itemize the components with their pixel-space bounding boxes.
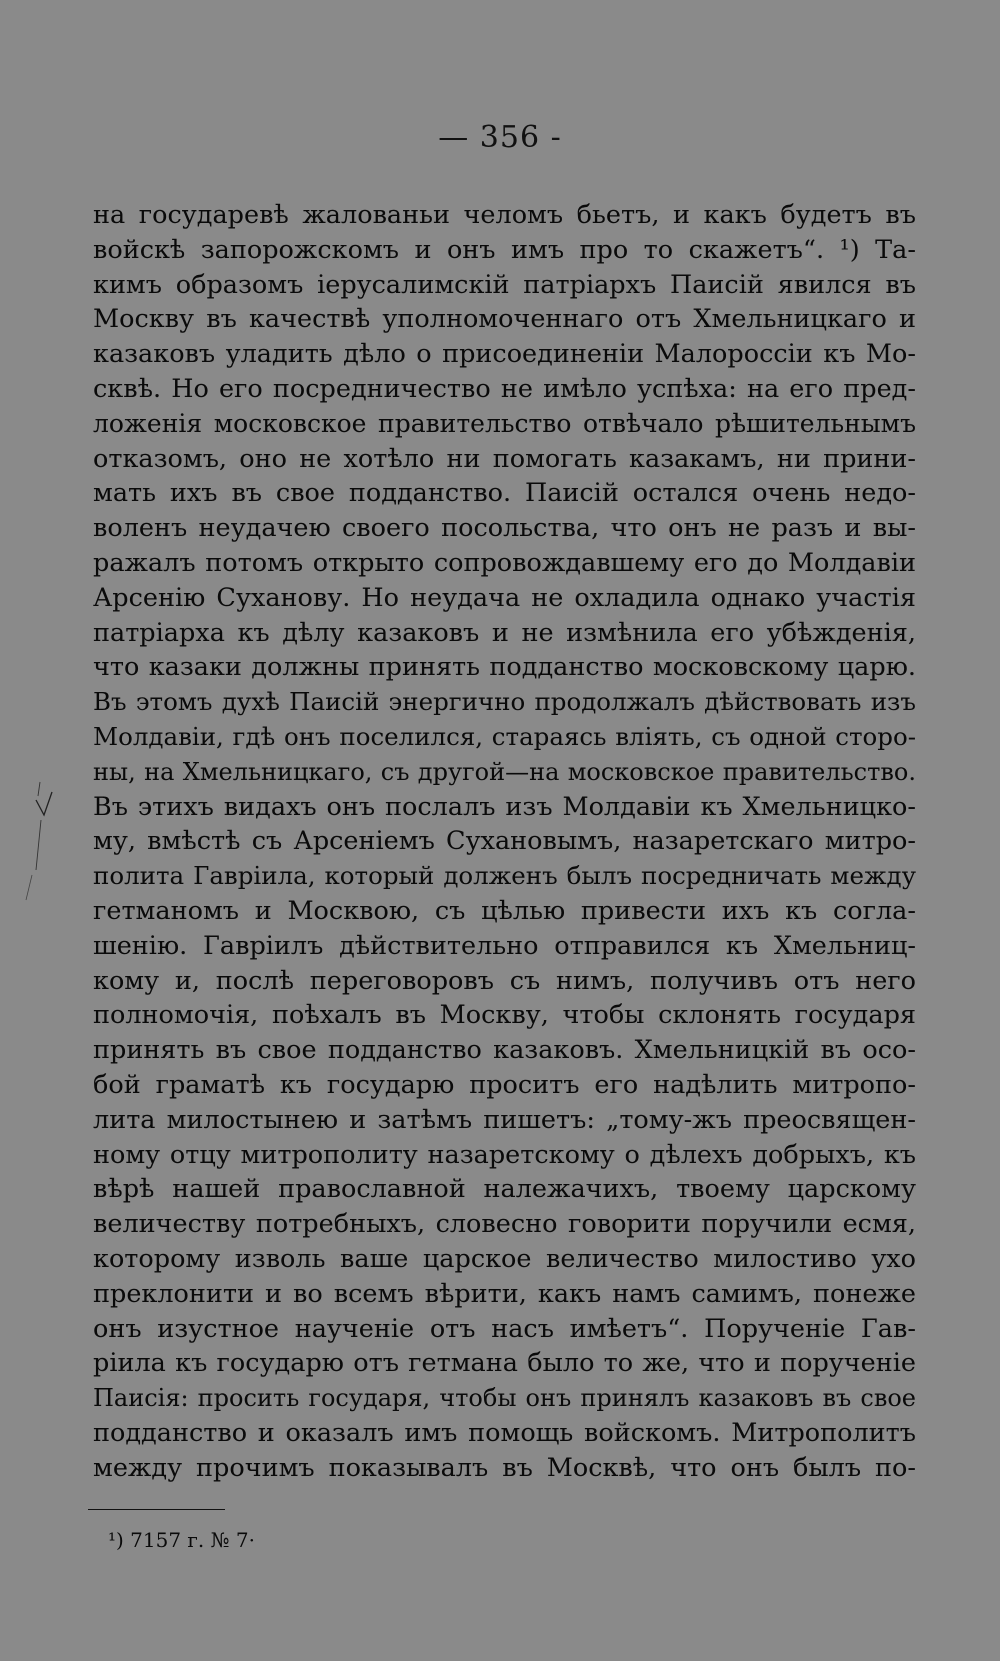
text-line: сквѣ. Но его посредничество не имѣло успѣха: на его пред- <box>93 373 916 404</box>
text-line: ріила къ государю отъ гетмана было то же, что и порученіе <box>93 1348 916 1379</box>
text-line: Паисія: просить государя, чтобы онъ принялъ казаковъ въ свое <box>93 1384 916 1413</box>
text-line: полномочія, поѣхалъ въ Москву, чтобы склонять государя <box>93 1000 916 1031</box>
text-line: Арсенію Суханову. Но неудача не охладила однако участія <box>93 582 916 613</box>
text-line: бой граматѣ къ государю проситъ его надѣлить митропо- <box>93 1069 916 1100</box>
text-line: кому и, послѣ переговоровъ съ нимъ, получивъ отъ него <box>93 965 916 996</box>
text-line: которому изволь ваше царское величество милостиво ухо <box>93 1243 916 1274</box>
text-line: кимъ образомъ іерусалимскій патріархъ Паисій явился въ <box>93 269 916 300</box>
text-line: Въ этихъ видахъ онъ послалъ изъ Молдавіи къ Хмельницко- <box>93 791 916 822</box>
text-line: величеству потребныхъ, словесно говорити поручили есмя, <box>93 1209 916 1240</box>
footnote: ¹) 7157 г. № 7· <box>108 1528 255 1552</box>
text-line: му, вмѣстѣ съ Арсеніемъ Сухановымъ, назаретскаго митро- <box>93 826 916 857</box>
text-line: Москву въ качествѣ уполномоченнаго отъ Хмельницкаго и <box>93 304 916 335</box>
footnote-divider <box>88 1509 225 1510</box>
text-line: шенію. Гавріилъ дѣйствительно отправился къ Хмельниц- <box>93 930 916 961</box>
text-line: что казаки должны принять подданство московскому царю. <box>93 652 916 683</box>
text-line: онъ изустное наученіе отъ насъ имѣетъ“. Порученіе Гав- <box>93 1313 916 1344</box>
text-line: преклонити и во всемъ вѣрити, какъ намъ самимъ, понеже <box>93 1278 916 1309</box>
text-line: Въ этомъ духѣ Паисій энергично продолжалъ дѣйствовать изъ <box>93 687 916 717</box>
body-text <box>93 198 916 1485</box>
text-line: войскѣ запорожскомъ и онъ имъ про то скажетъ“. ¹) Та- <box>93 234 916 265</box>
text-line: воленъ неудачею своего посольства, что онъ не разъ и вы- <box>93 513 916 544</box>
text-line: ны, на Хмельницкаго, съ другой—на московское правительство. <box>93 757 916 786</box>
text-line: мать ихъ въ свое подданство. Паисій остался очень недо- <box>93 478 916 509</box>
text-line: полита Гавріила, который долженъ былъ посредничать между <box>93 861 916 891</box>
text-line: патріарха къ дѣлу казаковъ и не измѣнила его убѣжденія, <box>93 617 916 648</box>
text-line: подданство и оказалъ имъ помощь войскомъ. Митрополитъ <box>93 1417 916 1448</box>
text-line: отказомъ, оно не хотѣло ни помогать казакамъ, ни прини- <box>93 443 916 474</box>
text-line: казаковъ уладить дѣло о присоединеніи Малороссіи къ Мо- <box>93 339 916 370</box>
text-line: на государевѣ жалованьи челомъ бьетъ, и какъ будетъ въ <box>93 200 916 230</box>
text-line: Молдавіи, гдѣ онъ поселился, стараясь вліять, съ одной сторо- <box>93 721 916 751</box>
text-line: между прочимъ показывалъ въ Москвѣ, что онъ былъ по- <box>93 1452 916 1483</box>
text-line: ному отцу митрополиту назаретскому о дѣлехъ добрыхъ, къ <box>93 1139 916 1170</box>
text-line: принять въ свое подданство казаковъ. Хмельницкій въ осо- <box>93 1035 916 1066</box>
margin-pencil-mark <box>14 770 54 910</box>
text-line: ложенія московское правительство отвѣчало рѣшительнымъ <box>93 408 916 438</box>
text-line: лита милостынею и затѣмъ пишетъ: „тому-жъ преосвящен- <box>93 1104 916 1135</box>
text-line: вѣрѣ нашей православной належачихъ, твоему царскому <box>93 1174 916 1205</box>
page-number: — 356 - <box>438 120 562 155</box>
text-line: гетманомъ и Москвою, съ цѣлью привести ихъ къ согла- <box>93 895 916 926</box>
text-line: ражалъ потомъ открыто сопровождавшему его до Молдавіи <box>93 547 916 578</box>
